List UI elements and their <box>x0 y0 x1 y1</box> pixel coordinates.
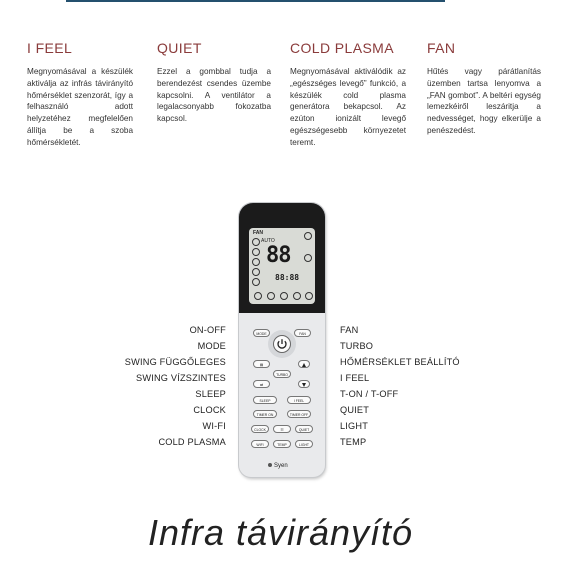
swing-horizontal-button[interactable]: ⇄ <box>253 380 270 388</box>
i-feel-button[interactable]: I FEEL <box>287 396 311 404</box>
feature-title: I FEEL <box>27 40 73 56</box>
timer-on-button[interactable]: TIMER ON <box>253 410 277 418</box>
feature-title: QUIET <box>157 40 202 56</box>
page-title: Infra távirányító <box>147 512 414 553</box>
label-swing-vertical: SWING FÜGGŐLEGES <box>124 357 226 367</box>
lcd-moon-icon <box>254 292 262 300</box>
label-clock: CLOCK <box>193 405 226 415</box>
feature-quiet <box>157 40 271 125</box>
light-button[interactable]: LIGHT <box>295 440 313 448</box>
quiet-button[interactable]: QUIET <box>295 425 313 433</box>
brand-name: Syen <box>274 463 288 469</box>
label-turbo: TURBO <box>340 341 374 351</box>
clock-button[interactable]: CLOCK <box>251 425 269 433</box>
lcd-lock-icon <box>305 292 313 300</box>
remote-top-panel <box>239 203 325 313</box>
feature-cold-plasma <box>290 40 406 149</box>
sleep-button[interactable]: SLEEP <box>253 396 277 404</box>
lcd-fan-text: FAN <box>253 230 263 236</box>
swing-vertical-button[interactable]: ▤ <box>253 360 270 368</box>
label-mode: MODE <box>197 341 226 351</box>
label-quiet: QUIET <box>340 405 370 415</box>
turbo-button[interactable]: TURBO <box>273 370 291 378</box>
top-divider-line <box>66 0 445 2</box>
lcd-wifi-icon <box>293 292 301 300</box>
lcd-heat-icon <box>252 258 260 266</box>
lcd-dry-icon <box>252 278 260 286</box>
lcd-temperature: 88 <box>266 243 291 268</box>
feature-i-feel <box>27 40 133 149</box>
remote-control <box>239 203 325 477</box>
temp-button[interactable]: TEMP <box>273 440 291 448</box>
feature-fan <box>427 40 541 137</box>
wifi-plasma-button[interactable]: ☷ <box>273 425 291 433</box>
label-on-off: ON-OFF <box>189 325 226 335</box>
temp-up-button[interactable] <box>298 360 310 368</box>
lcd-sun-icon <box>267 292 275 300</box>
lcd-light-icon <box>280 292 288 300</box>
label-timer: T-ON / T-OFF <box>340 389 399 399</box>
lcd-display <box>249 228 315 304</box>
lcd-signal-icon <box>304 232 312 240</box>
feature-title: FAN <box>427 40 456 56</box>
brand-logo <box>268 463 288 469</box>
wifi-button[interactable]: WIFI <box>251 440 269 448</box>
label-swing-horizontal: SWING VÍZSZINTES <box>136 373 226 383</box>
feature-text: Megnyomásával a készülék aktiválja az infrás távirányító hőmérséklet szenzorát, így a felhasználó adott helyzetéhez megfelelően állítja be a szoba hőmérsékletét. <box>27 67 133 147</box>
feature-text: Megnyomásával aktiválódik az „egészséges levegő” funkció, a készülék cold plasma generátora bekapcsol. Az ezúton ionizált levegő egészségesebb környezetet teremt. <box>290 67 406 147</box>
lcd-clock: 88:88 <box>275 273 300 282</box>
power-button[interactable] <box>273 335 291 353</box>
remote-button-panel <box>239 313 325 477</box>
label-sleep: SLEEP <box>195 389 226 399</box>
temp-down-button[interactable] <box>298 380 310 388</box>
feature-text: Ezzel a gombbal tudja a berendezést csendes üzembe kapcsolni. A ventilátor a legalacsonyabb fokozatba kapcsol. <box>157 67 271 124</box>
power-icon <box>274 336 290 352</box>
label-temperature-setting: HŐMÉRSÉKLET BEÁLLÍTÓ <box>340 357 460 367</box>
label-i-feel: I FEEL <box>340 373 370 383</box>
down-arrow-icon <box>302 383 306 387</box>
up-arrow-icon <box>302 363 306 367</box>
brand-logo-icon <box>268 463 272 467</box>
label-temp: TEMP <box>340 437 367 447</box>
feature-title: COLD PLASMA <box>290 40 394 56</box>
lcd-mode-icon <box>252 238 260 246</box>
feature-text: Hűtés vagy párátlanítás üzemben tartsa lenyomva a „FAN gombot”. A beltéri egység lemezkéiről leszáritja a nedvességet, hogy elkerülje a penészedést. <box>427 67 541 135</box>
fan-button[interactable]: FAN <box>294 329 311 337</box>
lcd-fan-icon <box>252 268 260 276</box>
label-wifi: WI-FI <box>202 421 226 431</box>
lcd-auto-text: AUTO <box>261 238 275 244</box>
label-light: LIGHT <box>340 421 369 431</box>
timer-off-button[interactable]: TIMER OFF <box>287 410 311 418</box>
mode-button[interactable]: MODE <box>253 329 270 337</box>
label-cold-plasma: COLD PLASMA <box>158 437 226 447</box>
lcd-swing-icon <box>304 254 312 262</box>
lcd-cool-icon <box>252 248 260 256</box>
label-fan: FAN <box>340 325 359 335</box>
